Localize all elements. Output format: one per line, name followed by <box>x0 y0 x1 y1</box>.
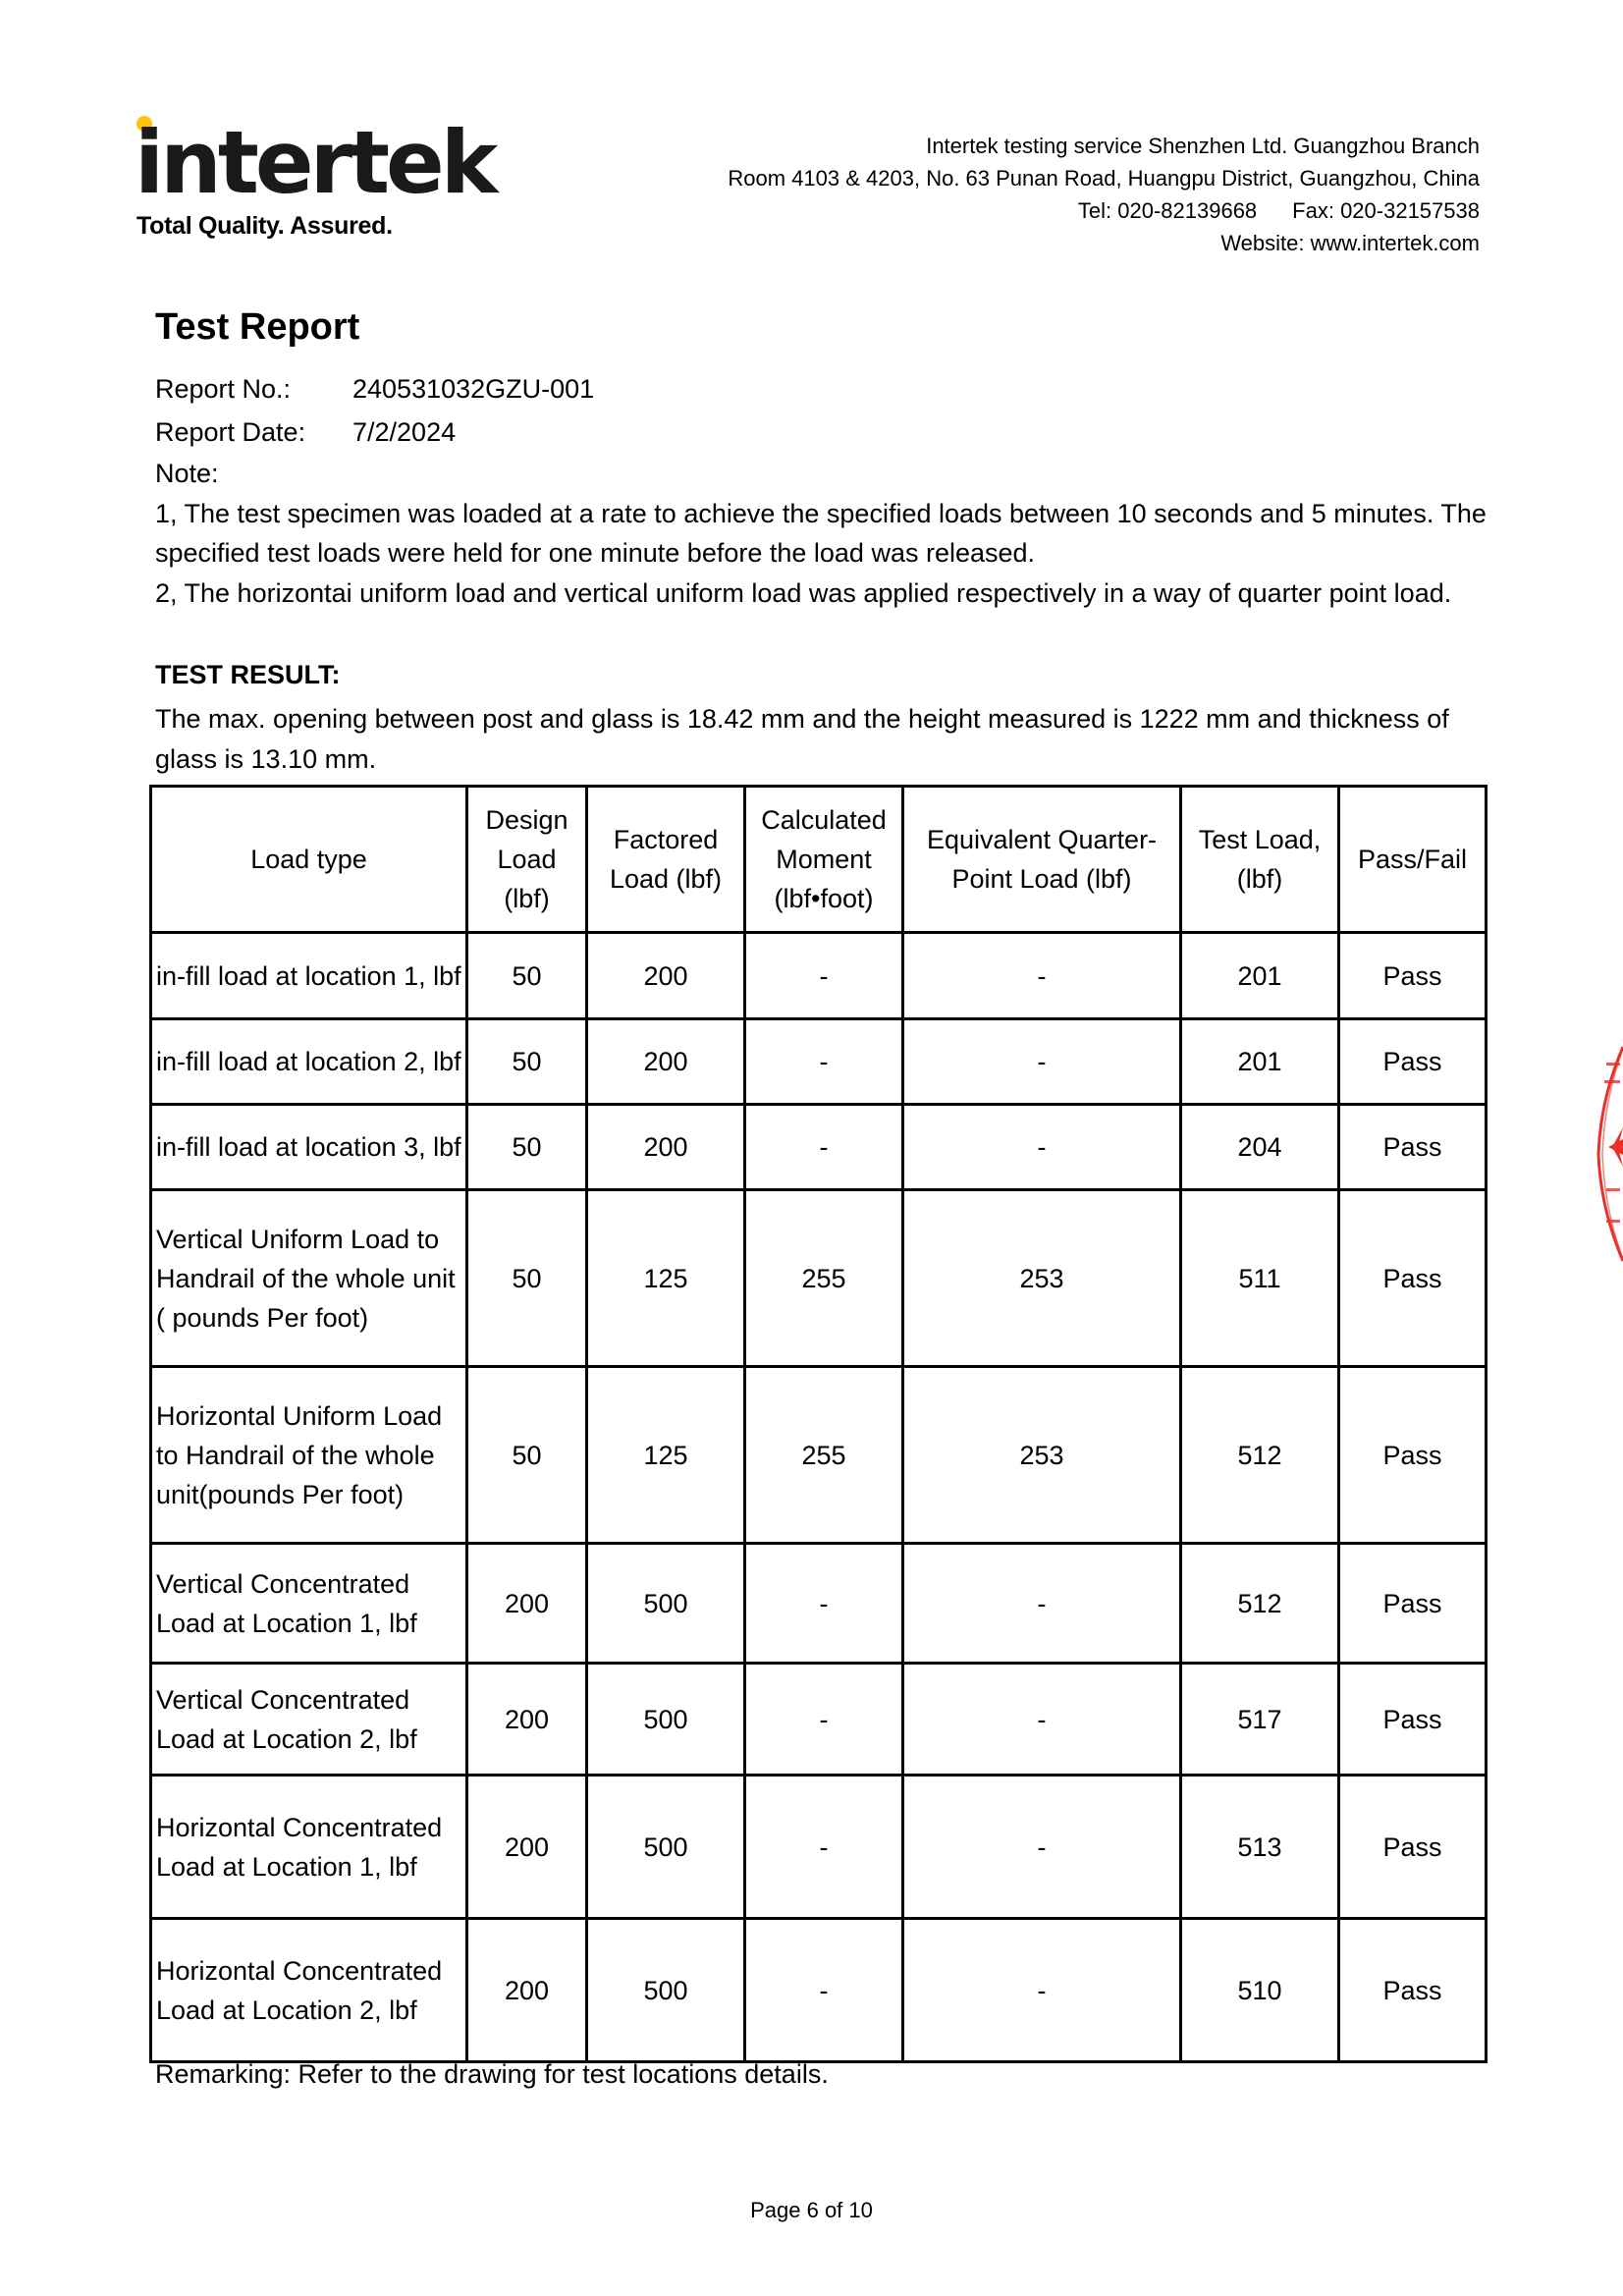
cell-calculated-moment: 255 <box>745 1367 903 1544</box>
cell-test-load: 201 <box>1181 1019 1339 1105</box>
cell-factored-load: 500 <box>587 1544 745 1664</box>
cell-equivalent-load: - <box>903 933 1181 1019</box>
cell-test-load: 204 <box>1181 1105 1339 1190</box>
cell-calculated-moment: - <box>745 1105 903 1190</box>
cell-calculated-moment: 255 <box>745 1190 903 1367</box>
header-design-load: Design Load (lbf) <box>467 787 587 933</box>
cell-test-load: 201 <box>1181 933 1339 1019</box>
cell-factored-load: 200 <box>587 1019 745 1105</box>
intertek-logo-graphic <box>135 110 508 208</box>
seal-stamp-fragment <box>1595 1041 1623 1267</box>
table-row <box>151 1776 1487 1919</box>
cell-calculated-moment: - <box>745 1919 903 2062</box>
table-row <box>151 1664 1487 1776</box>
cell-pass-fail: Pass <box>1339 1190 1487 1367</box>
cell-pass-fail: Pass <box>1339 933 1487 1019</box>
company-info <box>728 130 1480 259</box>
page-title: Test Report <box>155 306 360 348</box>
cell-factored-load: 200 <box>587 1105 745 1190</box>
test-result-text: The max. opening between post and glass is 18.42 mm and the height measured is 1222 mm and thickness of glass is 13.10 mm. <box>155 704 1449 774</box>
cell-equivalent-load: - <box>903 1776 1181 1919</box>
cell-load-type: in-fill load at location 1, lbf <box>151 933 467 1019</box>
cell-test-load: 510 <box>1181 1919 1339 2062</box>
cell-pass-fail: Pass <box>1339 1919 1487 2062</box>
cell-factored-load: 500 <box>587 1664 745 1776</box>
cell-design-load: 50 <box>467 1190 587 1367</box>
table-row <box>151 1190 1487 1367</box>
cell-equivalent-load: - <box>903 1919 1181 2062</box>
note-1: 1, The test specimen was loaded at a rate to achieve the specified loads between 10 seconds and 5 minutes. The specified test loads were held for one minute before the load was released. <box>155 498 1487 568</box>
cell-pass-fail: Pass <box>1339 1019 1487 1105</box>
results-table <box>149 785 1488 2063</box>
seal-stamp-icon <box>1595 1041 1623 1267</box>
cell-calculated-moment: - <box>745 1544 903 1664</box>
table-row <box>151 1367 1487 1544</box>
report-no-label: Report No.: <box>155 374 292 404</box>
cell-test-load: 511 <box>1181 1190 1339 1367</box>
header-pass-fail: Pass/Fail <box>1339 787 1487 933</box>
cell-design-load: 200 <box>467 1919 587 2062</box>
cell-load-type: Horizontal Concentrated Load at Location 2, lbf <box>151 1919 467 2062</box>
cell-load-type: Vertical Concentrated Load at Location 1, lbf <box>151 1544 467 1664</box>
company-name: Intertek testing service Shenzhen Ltd. Guangzhou Branch <box>926 134 1480 158</box>
header-equivalent-load: Equivalent Quarter-Point Load (lbf) <box>903 787 1181 933</box>
note-label: Note: <box>155 459 219 488</box>
cell-equivalent-load: - <box>903 1544 1181 1664</box>
report-meta <box>155 367 594 454</box>
cell-equivalent-load: 253 <box>903 1190 1181 1367</box>
cell-design-load: 50 <box>467 933 587 1019</box>
cell-factored-load: 500 <box>587 1776 745 1919</box>
company-fax: Fax: 020-32157538 <box>1292 198 1480 223</box>
cell-equivalent-load: 253 <box>903 1367 1181 1544</box>
cell-design-load: 200 <box>467 1776 587 1919</box>
company-tel: Tel: 020-82139668 <box>1077 198 1258 223</box>
cell-factored-load: 200 <box>587 933 745 1019</box>
page-number: Page 6 of 10 <box>750 2198 873 2222</box>
cell-pass-fail: Pass <box>1339 1367 1487 1544</box>
cell-pass-fail: Pass <box>1339 1776 1487 1919</box>
cell-load-type: in-fill load at location 2, lbf <box>151 1019 467 1105</box>
cell-test-load: 513 <box>1181 1776 1339 1919</box>
cell-pass-fail: Pass <box>1339 1105 1487 1190</box>
cell-factored-load: 125 <box>587 1367 745 1544</box>
cell-equivalent-load: - <box>903 1105 1181 1190</box>
remark-text: Remarking: Refer to the drawing for test locations details. <box>155 2059 829 2089</box>
report-date-row <box>155 410 594 454</box>
cell-pass-fail: Pass <box>1339 1544 1487 1664</box>
logo-wordmark: intertek <box>135 112 495 208</box>
table-row <box>151 1919 1487 2062</box>
contact-row <box>728 194 1480 227</box>
table-row <box>151 1105 1487 1190</box>
logo-tagline: Total Quality. Assured. <box>136 212 393 240</box>
table-header-row <box>151 787 1487 933</box>
header-factored-load: Factored Load (lbf) <box>587 787 745 933</box>
header-test-load: Test Load, (lbf) <box>1181 787 1339 933</box>
notes-section <box>155 454 1490 613</box>
company-website: Website: www.intertek.com <box>1220 231 1480 255</box>
cell-calculated-moment: - <box>745 1776 903 1919</box>
table-row <box>151 1019 1487 1105</box>
cell-pass-fail: Pass <box>1339 1664 1487 1776</box>
report-date-value: 7/2/2024 <box>352 417 457 447</box>
cell-design-load: 50 <box>467 1105 587 1190</box>
cell-factored-load: 125 <box>587 1190 745 1367</box>
intertek-logo <box>135 110 508 240</box>
table-row <box>151 933 1487 1019</box>
cell-calculated-moment: - <box>745 1664 903 1776</box>
report-no-value: 240531032GZU-001 <box>352 374 595 404</box>
cell-factored-load: 500 <box>587 1919 745 2062</box>
cell-test-load: 512 <box>1181 1544 1339 1664</box>
cell-load-type: Vertical Uniform Load to Handrail of the whole unit ( pounds Per foot) <box>151 1190 467 1367</box>
cell-design-load: 50 <box>467 1019 587 1105</box>
cell-test-load: 517 <box>1181 1664 1339 1776</box>
cell-calculated-moment: - <box>745 933 903 1019</box>
company-address: Room 4103 & 4203, No. 63 Punan Road, Huangpu District, Guangzhou, China <box>728 166 1480 191</box>
table-row <box>151 1544 1487 1664</box>
cell-calculated-moment: - <box>745 1019 903 1105</box>
cell-design-load: 200 <box>467 1664 587 1776</box>
report-no-row <box>155 367 594 410</box>
cell-design-load: 50 <box>467 1367 587 1544</box>
cell-load-type: in-fill load at location 3, lbf <box>151 1105 467 1190</box>
cell-design-load: 200 <box>467 1544 587 1664</box>
header-calculated-moment: Calculated Moment (lbf•foot) <box>745 787 903 933</box>
cell-load-type: Horizontal Concentrated Load at Location 1, lbf <box>151 1776 467 1919</box>
cell-load-type: Horizontal Uniform Load to Handrail of the whole unit(pounds Per foot) <box>151 1367 467 1544</box>
note-2: 2, The horizontai uniform load and vertical uniform load was applied respectively in a way of quarter point load. <box>155 577 1452 608</box>
test-result-label: TEST RESULT: <box>155 660 341 689</box>
cell-equivalent-load: - <box>903 1019 1181 1105</box>
header-load-type: Load type <box>151 787 467 933</box>
report-date-label: Report Date: <box>155 417 306 447</box>
cell-load-type: Vertical Concentrated Load at Location 2, lbf <box>151 1664 467 1776</box>
cell-equivalent-load: - <box>903 1664 1181 1776</box>
cell-test-load: 512 <box>1181 1367 1339 1544</box>
